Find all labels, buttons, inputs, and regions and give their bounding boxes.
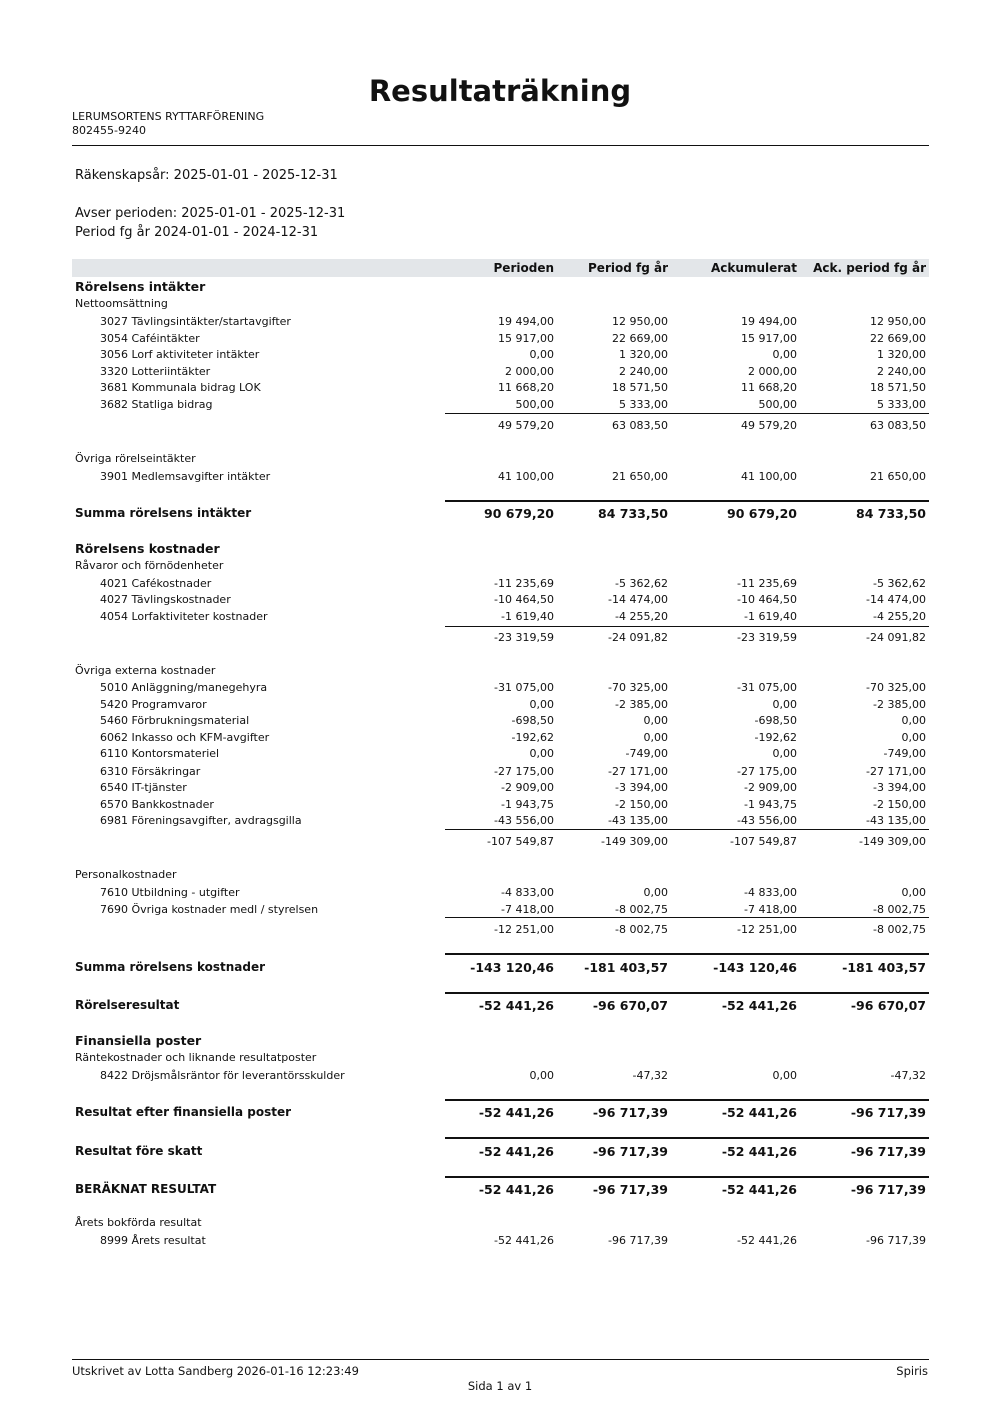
row-value: 11 668,20 — [741, 381, 797, 394]
row-value: -23 319,59 — [737, 631, 797, 644]
row-value: -8 002,75 — [615, 903, 668, 916]
subtotal-row — [72, 835, 929, 851]
row-value: -12 251,00 — [494, 923, 554, 936]
table-row — [72, 398, 929, 414]
row-label: 6570 Bankkostnader — [100, 798, 214, 811]
row-label: 5010 Anläggning/manegehyra — [100, 681, 268, 694]
row-value: -192,62 — [511, 731, 554, 744]
table-row — [72, 470, 929, 486]
row-value: -27 171,00 — [608, 765, 668, 778]
row-label: 7610 Utbildning - utgifter — [100, 886, 240, 899]
table-row — [72, 315, 929, 331]
row-value: 41 100,00 — [741, 470, 797, 483]
row-value: -96 717,39 — [850, 1105, 926, 1120]
table-row — [72, 747, 929, 763]
row-label: 3681 Kommunala bidrag LOK — [100, 381, 261, 394]
row-label: 5460 Förbrukningsmaterial — [100, 714, 250, 727]
row-value: -43 556,00 — [737, 814, 797, 827]
row-value: -47,32 — [890, 1069, 926, 1082]
row-value: -2 909,00 — [744, 781, 797, 794]
income-statement-table — [72, 259, 929, 1247]
row-value: -2 150,00 — [873, 798, 926, 811]
row-value: 0,00 — [643, 886, 668, 899]
row-value: -70 325,00 — [608, 681, 668, 694]
row-value: 11 668,20 — [498, 381, 554, 394]
organization-block — [72, 110, 264, 138]
row-value: 84 733,50 — [856, 506, 926, 521]
row-label: Personalkostnader — [75, 868, 177, 881]
section-row — [72, 541, 929, 557]
table-row — [72, 1069, 929, 1085]
row-value: -11 235,69 — [494, 577, 554, 590]
row-value: -27 171,00 — [866, 765, 926, 778]
row-value: 1 320,00 — [877, 348, 926, 361]
row-value: 63 083,50 — [612, 419, 668, 432]
row-value: 5 333,00 — [877, 398, 926, 411]
row-label: 3901 Medlemsavgifter intäkter — [100, 470, 271, 483]
table-row — [72, 765, 929, 781]
table-row — [72, 610, 929, 626]
row-value: 0,00 — [901, 731, 926, 744]
row-value: -96 717,39 — [608, 1234, 668, 1247]
row-value: -52 441,26 — [478, 1105, 554, 1120]
row-value: -181 403,57 — [584, 960, 668, 975]
sum-rule — [445, 917, 929, 918]
row-value: -749,00 — [625, 747, 668, 760]
row-value: 49 579,20 — [741, 419, 797, 432]
row-value: 0,00 — [643, 731, 668, 744]
total-row — [72, 998, 929, 1014]
row-label: Summa rörelsens intäkter — [75, 506, 252, 520]
group-row — [72, 559, 929, 575]
row-value: 0,00 — [643, 714, 668, 727]
row-value: -4 255,20 — [615, 610, 668, 623]
row-value: 2 240,00 — [619, 365, 668, 378]
row-value: -3 394,00 — [615, 781, 668, 794]
brand-label: Spiris — [896, 1364, 928, 1378]
previous-period: Period fg år 2024-01-01 - 2024-12-31 — [75, 225, 319, 240]
table-row — [72, 681, 929, 697]
table-row — [72, 886, 929, 902]
row-value: -27 175,00 — [737, 765, 797, 778]
total-row — [72, 506, 929, 522]
row-value: -143 120,46 — [713, 960, 797, 975]
row-value: 15 917,00 — [741, 332, 797, 345]
total-row — [72, 1182, 929, 1198]
page-title: Resultaträkning — [368, 74, 632, 108]
row-label: 3056 Lorf aktiviteter intäkter — [100, 348, 260, 361]
row-label: 8999 Årets resultat — [100, 1234, 206, 1247]
row-label: Summa rörelsens kostnader — [75, 960, 266, 974]
row-value: 0,00 — [901, 714, 926, 727]
row-value: 90 679,20 — [727, 506, 797, 521]
row-value: -181 403,57 — [842, 960, 926, 975]
total-row — [72, 1105, 929, 1121]
group-row — [72, 452, 929, 468]
row-value: -10 464,50 — [494, 593, 554, 606]
sum-rule — [445, 626, 929, 627]
row-value: 19 494,00 — [498, 315, 554, 328]
row-value: -3 394,00 — [873, 781, 926, 794]
table-row — [72, 1234, 929, 1250]
row-label: 6062 Inkasso och KFM-avgifter — [100, 731, 270, 744]
row-value: -31 075,00 — [494, 681, 554, 694]
table-row — [72, 814, 929, 830]
row-value: -96 717,39 — [592, 1105, 668, 1120]
column-header-ack-period-fg-ar: Ack. period fg år — [813, 261, 926, 275]
row-value: -52 441,26 — [721, 1182, 797, 1197]
sum-rule — [445, 992, 929, 994]
row-value: -96 670,07 — [850, 998, 926, 1013]
row-value: 18 571,50 — [612, 381, 668, 394]
row-value: -52 441,26 — [494, 1234, 554, 1247]
sum-rule — [445, 1137, 929, 1139]
row-value: 0,00 — [529, 348, 554, 361]
row-label: 6110 Kontorsmateriel — [100, 747, 220, 760]
table-header — [72, 259, 929, 277]
subtotal-row — [72, 923, 929, 939]
row-label: Råvaror och förnödenheter — [75, 559, 224, 572]
printed-by: Utskrivet av Lotta Sandberg 2026-01-16 12:23:49 — [72, 1364, 359, 1378]
row-value: 12 950,00 — [612, 315, 668, 328]
row-value: 21 650,00 — [612, 470, 668, 483]
row-value: 84 733,50 — [598, 506, 668, 521]
row-value: -52 441,26 — [478, 998, 554, 1013]
row-label: 3027 Tävlingsintäkter/startavgifter — [100, 315, 291, 328]
row-value: -4 833,00 — [744, 886, 797, 899]
row-label: Resultat före skatt — [75, 1144, 203, 1158]
row-value: 500,00 — [758, 398, 797, 411]
row-value: 500,00 — [515, 398, 554, 411]
row-value: 21 650,00 — [870, 470, 926, 483]
row-value: -70 325,00 — [866, 681, 926, 694]
row-value: -52 441,26 — [737, 1234, 797, 1247]
fiscal-year: Räkenskapsår: 2025-01-01 - 2025-12-31 — [75, 168, 338, 183]
row-label: Rörelseresultat — [75, 998, 180, 1012]
row-value: -27 175,00 — [494, 765, 554, 778]
row-value: 90 679,20 — [484, 506, 554, 521]
row-value: -96 717,39 — [592, 1144, 668, 1159]
row-value: -107 549,87 — [487, 835, 554, 848]
section-row — [72, 1033, 929, 1049]
row-value: -52 441,26 — [721, 998, 797, 1013]
total-row — [72, 960, 929, 976]
row-label: Rörelsens intäkter — [75, 279, 206, 294]
sum-rule — [445, 500, 929, 502]
subtotal-row — [72, 419, 929, 435]
row-value: -4 833,00 — [501, 886, 554, 899]
row-label: 4027 Tävlingskostnader — [100, 593, 231, 606]
column-header-period-fg-ar: Period fg år — [588, 261, 668, 275]
row-label: Nettoomsättning — [75, 297, 168, 310]
row-value: -1 619,40 — [501, 610, 554, 623]
row-value: -749,00 — [883, 747, 926, 760]
row-label: Övriga rörelseintäkter — [75, 452, 196, 465]
row-value: 0,00 — [529, 747, 554, 760]
row-label: 6540 IT-tjänster — [100, 781, 187, 794]
row-value: -12 251,00 — [737, 923, 797, 936]
row-value: -1 943,75 — [744, 798, 797, 811]
row-value: -24 091,82 — [866, 631, 926, 644]
row-value: -5 362,62 — [615, 577, 668, 590]
row-label: 6310 Försäkringar — [100, 765, 201, 778]
row-label: Övriga externa kostnader — [75, 664, 216, 677]
row-value: 2 000,00 — [505, 365, 554, 378]
row-value: 22 669,00 — [870, 332, 926, 345]
row-value: -192,62 — [754, 731, 797, 744]
row-label: 7690 Övriga kostnader medl / styrelsen — [100, 903, 319, 916]
table-row — [72, 381, 929, 397]
row-value: 22 669,00 — [612, 332, 668, 345]
row-label: Årets bokförda resultat — [75, 1216, 202, 1229]
row-label: 3054 Caféintäkter — [100, 332, 200, 345]
row-value: 19 494,00 — [741, 315, 797, 328]
row-value: 1 320,00 — [619, 348, 668, 361]
row-value: -52 441,26 — [721, 1105, 797, 1120]
row-value: 63 083,50 — [870, 419, 926, 432]
column-header-perioden: Perioden — [493, 261, 554, 275]
table-row — [72, 348, 929, 364]
row-value: 0,00 — [901, 886, 926, 899]
row-value: -7 418,00 — [501, 903, 554, 916]
organization-number: 802455-9240 — [72, 124, 146, 137]
row-label: 3320 Lotteriintäkter — [100, 365, 211, 378]
row-value: -52 441,26 — [478, 1182, 554, 1197]
sum-rule — [445, 1099, 929, 1101]
group-row — [72, 297, 929, 313]
group-row — [72, 664, 929, 680]
row-value: -7 418,00 — [744, 903, 797, 916]
row-value: -2 909,00 — [501, 781, 554, 794]
row-value: -11 235,69 — [737, 577, 797, 590]
row-value: -2 150,00 — [615, 798, 668, 811]
section-row — [72, 279, 929, 295]
row-label: 3682 Statliga bidrag — [100, 398, 213, 411]
row-value: -52 441,26 — [721, 1144, 797, 1159]
row-value: -149 309,00 — [859, 835, 926, 848]
sum-rule — [445, 953, 929, 955]
row-value: 0,00 — [772, 698, 797, 711]
table-row — [72, 332, 929, 348]
table-row — [72, 731, 929, 747]
row-label: Resultat efter finansiella poster — [75, 1105, 291, 1119]
row-value: -23 319,59 — [494, 631, 554, 644]
row-value: -14 474,00 — [608, 593, 668, 606]
row-label: Rörelsens kostnader — [75, 541, 220, 556]
row-value: -43 135,00 — [866, 814, 926, 827]
row-label: 4021 Cafékostnader — [100, 577, 212, 590]
sum-rule — [445, 1176, 929, 1178]
row-value: -143 120,46 — [470, 960, 554, 975]
row-value: -107 549,87 — [730, 835, 797, 848]
row-value: -31 075,00 — [737, 681, 797, 694]
report-period: Avser perioden: 2025-01-01 - 2025-12-31 — [75, 206, 346, 221]
row-value: -10 464,50 — [737, 593, 797, 606]
row-value: -1 619,40 — [744, 610, 797, 623]
table-row — [72, 365, 929, 381]
table-row — [72, 781, 929, 797]
column-header-ackumulerat: Ackumulerat — [711, 261, 797, 275]
table-row — [72, 714, 929, 730]
row-value: 0,00 — [772, 1069, 797, 1082]
sum-rule — [445, 829, 929, 830]
group-row — [72, 1216, 929, 1232]
row-label: 8422 Dröjsmålsräntor för leverantörsskulder — [100, 1069, 345, 1082]
table-row — [72, 698, 929, 714]
row-value: 49 579,20 — [498, 419, 554, 432]
row-label: BERÄKNAT RESULTAT — [75, 1182, 217, 1196]
header-divider — [72, 145, 929, 146]
row-value: -698,50 — [754, 714, 797, 727]
row-value: 12 950,00 — [870, 315, 926, 328]
row-value: 0,00 — [529, 1069, 554, 1082]
table-row — [72, 593, 929, 609]
row-label: Finansiella poster — [75, 1033, 202, 1048]
row-label: 5420 Programvaror — [100, 698, 207, 711]
row-value: -96 717,39 — [592, 1182, 668, 1197]
row-value: -1 943,75 — [501, 798, 554, 811]
row-value: 0,00 — [529, 698, 554, 711]
row-label: Räntekostnader och liknande resultatposter — [75, 1051, 317, 1064]
row-value: -2 385,00 — [873, 698, 926, 711]
row-value: 18 571,50 — [870, 381, 926, 394]
row-value: 15 917,00 — [498, 332, 554, 345]
row-value: 2 000,00 — [748, 365, 797, 378]
row-value: 41 100,00 — [498, 470, 554, 483]
row-value: -8 002,75 — [873, 903, 926, 916]
row-value: -96 717,39 — [850, 1182, 926, 1197]
row-value: -43 135,00 — [608, 814, 668, 827]
footer-divider — [72, 1359, 929, 1360]
row-value: -24 091,82 — [608, 631, 668, 644]
row-label: 6981 Föreningsavgifter, avdragsgilla — [100, 814, 302, 827]
row-value: -14 474,00 — [866, 593, 926, 606]
row-value: -43 556,00 — [494, 814, 554, 827]
row-value: -149 309,00 — [601, 835, 668, 848]
group-row — [72, 868, 929, 884]
row-value: -52 441,26 — [478, 1144, 554, 1159]
row-value: -96 717,39 — [866, 1234, 926, 1247]
row-value: 0,00 — [772, 747, 797, 760]
row-value: -96 717,39 — [850, 1144, 926, 1159]
row-value: -96 670,07 — [592, 998, 668, 1013]
subtotal-row — [72, 631, 929, 647]
organization-name: LERUMSORTENS RYTTARFÖRENING — [72, 110, 265, 123]
row-value: -8 002,75 — [873, 923, 926, 936]
row-value: 5 333,00 — [619, 398, 668, 411]
sum-rule — [445, 413, 929, 414]
row-label: 4054 Lorfaktiviteter kostnader — [100, 610, 268, 623]
row-value: -2 385,00 — [615, 698, 668, 711]
group-row — [72, 1051, 929, 1067]
row-value: -4 255,20 — [873, 610, 926, 623]
row-value: -698,50 — [511, 714, 554, 727]
table-row — [72, 577, 929, 593]
row-value: -8 002,75 — [615, 923, 668, 936]
row-value: -47,32 — [632, 1069, 668, 1082]
table-row — [72, 798, 929, 814]
row-value: 2 240,00 — [877, 365, 926, 378]
total-row — [72, 1144, 929, 1160]
row-value: -5 362,62 — [873, 577, 926, 590]
row-value: 0,00 — [772, 348, 797, 361]
page-number: Sida 1 av 1 — [467, 1379, 533, 1393]
